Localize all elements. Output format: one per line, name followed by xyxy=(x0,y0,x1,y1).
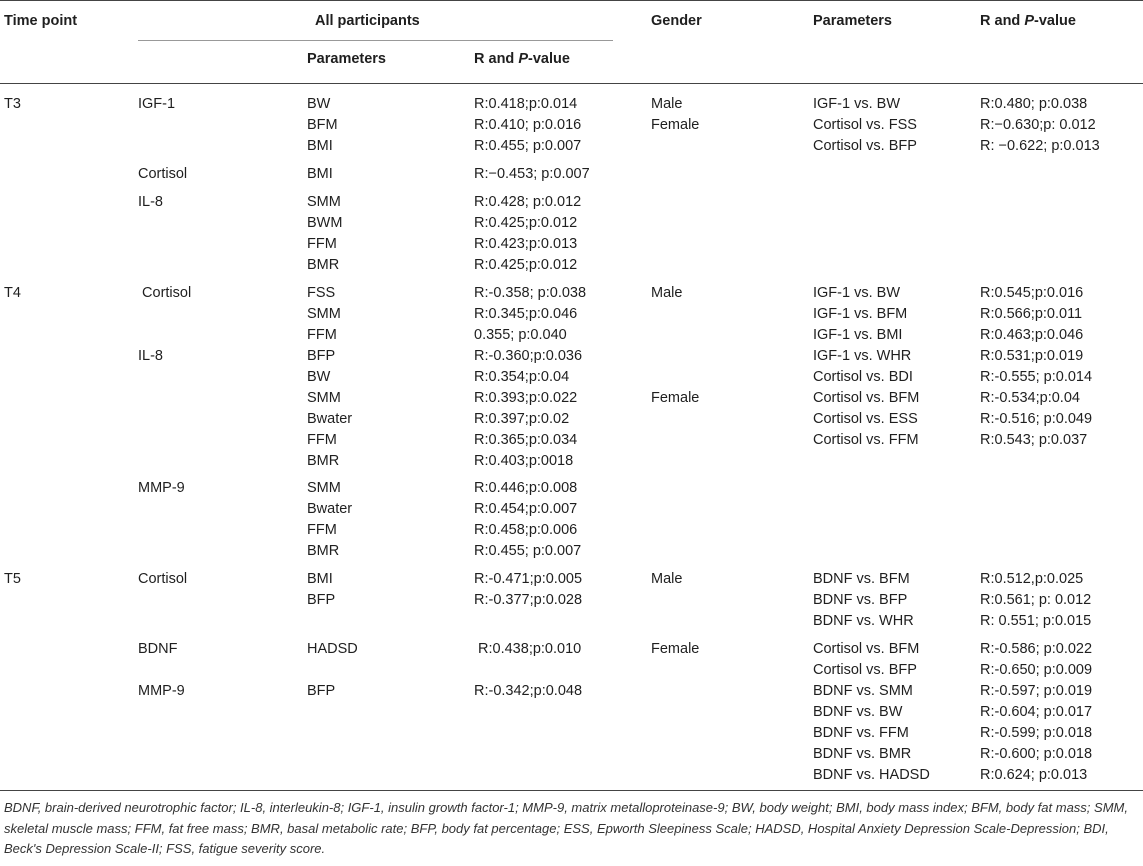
header-time-point: Time point xyxy=(4,13,78,29)
parameter-cell: BMI xyxy=(307,166,333,182)
parameter-cell: SMM xyxy=(307,194,341,210)
gender-parameter-cell: Cortisol vs. FFM xyxy=(813,432,919,448)
r-p-value-cell: R:0.446;p:0.008 xyxy=(474,480,578,496)
gender-r-p-value-cell: R:-0.597; p:0.019 xyxy=(980,683,1093,699)
gender-parameter-cell: BDNF vs. FFM xyxy=(813,725,909,741)
parameter-cell: BFP xyxy=(307,348,336,364)
top-rule xyxy=(0,0,1143,1)
all-participants-underline xyxy=(138,40,613,41)
gender-parameter-cell: IGF-1 vs. BMI xyxy=(813,327,903,343)
marker-label: Cortisol xyxy=(138,571,188,587)
parameter-cell: SMM xyxy=(307,306,341,322)
r-p-value-cell: R:0.425;p:0.012 xyxy=(474,257,578,273)
gender-parameter-cell: BDNF vs. BFM xyxy=(813,571,910,587)
r-p-value-cell: R:0.345;p:0.046 xyxy=(474,306,578,322)
r-p-value-cell: R:0.455; p:0.007 xyxy=(474,543,582,559)
r-p-value-cell: R:−0.453; p:0.007 xyxy=(474,166,590,182)
parameter-cell: SMM xyxy=(307,390,341,406)
r-p-value-cell: R:0.438;p:0.010 xyxy=(474,641,582,657)
gender-label: Male xyxy=(651,96,683,112)
r-p-value-cell: R:0.397;p:0.02 xyxy=(474,411,570,427)
marker-label: IL-8 xyxy=(138,348,163,364)
parameter-cell: BWM xyxy=(307,215,343,231)
gender-r-p-value-cell: R:0.512,p:0.025 xyxy=(980,571,1084,587)
gender-parameter-cell: IGF-1 vs. BW xyxy=(813,285,900,301)
gender-r-p-value-cell: R:-0.555; p:0.014 xyxy=(980,369,1093,385)
time-point-label: T5 xyxy=(4,571,21,587)
parameter-cell: BFP xyxy=(307,592,336,608)
parameter-cell: BMR xyxy=(307,453,340,469)
time-point-label: T4 xyxy=(4,285,21,301)
gender-r-p-value-cell: R:0.543; p:0.037 xyxy=(980,432,1088,448)
gender-parameter-cell: IGF-1 vs. BFM xyxy=(813,306,908,322)
parameter-cell: BFM xyxy=(307,117,338,133)
r-p-value-cell: R:-0.342;p:0.048 xyxy=(474,683,583,699)
r-p-value-cell: R:0.403;p:0018 xyxy=(474,453,574,469)
gender-parameter-cell: Cortisol vs. FSS xyxy=(813,117,917,133)
time-point-label: T3 xyxy=(4,96,21,112)
r-p-value-cell: R:-0.377;p:0.028 xyxy=(474,592,583,608)
r-p-value-cell: R:-0.358; p:0.038 xyxy=(474,285,587,301)
r-p-value-cell: R:-0.360;p:0.036 xyxy=(474,348,583,364)
parameter-cell: BMI xyxy=(307,571,333,587)
r-p-value-cell: R:0.428; p:0.012 xyxy=(474,194,582,210)
parameter-cell: FFM xyxy=(307,522,337,538)
marker-label: MMP-9 xyxy=(138,683,185,699)
gender-r-p-value-cell: R: 0.551; p:0.015 xyxy=(980,613,1092,629)
gender-r-p-value-cell: R:0.566;p:0.011 xyxy=(980,306,1083,322)
gender-parameter-cell: Cortisol vs. BFM xyxy=(813,390,920,406)
r-p-value-cell: R:0.393;p:0.022 xyxy=(474,390,578,406)
gender-r-p-value-cell: R:-0.600; p:0.018 xyxy=(980,746,1093,762)
r-p-value-cell: R:0.410; p:0.016 xyxy=(474,117,582,133)
gender-r-p-value-cell: R:0.531;p:0.019 xyxy=(980,348,1084,364)
gender-r-p-value-cell: R:-0.650; p:0.009 xyxy=(980,662,1093,678)
gender-r-p-value-cell: R:0.463;p:0.046 xyxy=(980,327,1084,343)
r-p-value-cell: 0.355; p:0.040 xyxy=(474,327,567,343)
r-p-value-cell: R:0.365;p:0.034 xyxy=(474,432,578,448)
header-r-p-value: R and P-value xyxy=(474,51,570,67)
gender-r-p-value-cell: R:−0.630;p: 0.012 xyxy=(980,117,1096,133)
header-r-p-value-right: R and P-value xyxy=(980,13,1076,29)
parameter-cell: Bwater xyxy=(307,501,353,517)
gender-parameter-cell: Cortisol vs. BFM xyxy=(813,641,920,657)
header-bottom-rule xyxy=(0,83,1143,84)
gender-label: Female xyxy=(651,641,700,657)
marker-label: IGF-1 xyxy=(138,96,176,112)
parameter-cell: BW xyxy=(307,369,331,385)
marker-label: IL-8 xyxy=(138,194,163,210)
parameter-cell: FFM xyxy=(307,432,337,448)
gender-r-p-value-cell: R:-0.599; p:0.018 xyxy=(980,725,1093,741)
gender-parameter-cell: BDNF vs. BW xyxy=(813,704,903,720)
marker-label: Cortisol xyxy=(138,285,192,301)
header-all-participants: All participants xyxy=(315,13,420,29)
parameter-cell: BMR xyxy=(307,257,340,273)
parameter-cell: FFM xyxy=(307,327,337,343)
header-parameters: Parameters xyxy=(307,51,386,67)
gender-r-p-value-cell: R:-0.586; p:0.022 xyxy=(980,641,1093,657)
parameter-cell: BW xyxy=(307,96,331,112)
marker-label: MMP-9 xyxy=(138,480,185,496)
gender-parameter-cell: Cortisol vs. BDI xyxy=(813,369,913,385)
gender-parameter-cell: BDNF vs. SMM xyxy=(813,683,913,699)
gender-r-p-value-cell: R:0.545;p:0.016 xyxy=(980,285,1084,301)
parameter-cell: HADSD xyxy=(307,641,358,657)
r-p-value-cell: R:-0.471;p:0.005 xyxy=(474,571,583,587)
gender-r-p-value-cell: R:-0.534;p:0.04 xyxy=(980,390,1080,406)
gender-label: Male xyxy=(651,571,683,587)
gender-r-p-value-cell: R:0.480; p:0.038 xyxy=(980,96,1088,112)
gender-r-p-value-cell: R: −0.622; p:0.013 xyxy=(980,138,1100,154)
r-p-value-cell: R:0.455; p:0.007 xyxy=(474,138,582,154)
parameter-cell: FFM xyxy=(307,236,337,252)
gender-parameter-cell: BDNF vs. WHR xyxy=(813,613,914,629)
gender-r-p-value-cell: R:-0.516; p:0.049 xyxy=(980,411,1093,427)
header-gender: Gender xyxy=(651,13,702,29)
marker-label: Cortisol xyxy=(138,166,188,182)
gender-parameter-cell: IGF-1 vs. WHR xyxy=(813,348,912,364)
bottom-rule xyxy=(0,790,1143,791)
gender-parameter-cell: BDNF vs. HADSD xyxy=(813,767,930,783)
parameter-cell: Bwater xyxy=(307,411,353,427)
r-p-value-cell: R:0.418;p:0.014 xyxy=(474,96,578,112)
parameter-cell: BMI xyxy=(307,138,333,154)
parameter-cell: BMR xyxy=(307,543,340,559)
r-p-value-cell: R:0.454;p:0.007 xyxy=(474,501,578,517)
gender-parameter-cell: IGF-1 vs. BW xyxy=(813,96,900,112)
header-parameters-right: Parameters xyxy=(813,13,892,29)
r-p-value-cell: R:0.423;p:0.013 xyxy=(474,236,578,252)
footnote: BDNF, brain-derived neurotrophic factor; IL-8, interleukin-8; IGF-1, insulin growth factor-1; MMP-9, matrix metalloproteinase-9; BW, body weight; BMI, body mass index; BFM, body fat mass; SMM, skeletal muscle mass; FFM, fat free mass; BMR, basal metabolic rate; BFP, body fat percentage; ESS, Epworth Sleepiness Scale; HADSD, Hospital Anxiety Depression Scale-Depression; BDI, Beck's Depression Scale-II; FSS, fatigue severity score. xyxy=(4,800,1128,856)
gender-r-p-value-cell: R:0.561; p: 0.012 xyxy=(980,592,1092,608)
r-p-value-cell: R:0.425;p:0.012 xyxy=(474,215,578,231)
parameter-cell: FSS xyxy=(307,285,336,301)
gender-label: Female xyxy=(651,390,700,406)
gender-label: Female xyxy=(651,117,700,133)
gender-r-p-value-cell: R:0.624; p:0.013 xyxy=(980,767,1088,783)
gender-label: Male xyxy=(651,285,683,301)
parameter-cell: SMM xyxy=(307,480,341,496)
gender-r-p-value-cell: R:-0.604; p:0.017 xyxy=(980,704,1093,720)
r-p-value-cell: R:0.458;p:0.006 xyxy=(474,522,578,538)
gender-parameter-cell: BDNF vs. BMR xyxy=(813,746,912,762)
gender-parameter-cell: Cortisol vs. BFP xyxy=(813,138,917,154)
gender-parameter-cell: Cortisol vs. ESS xyxy=(813,411,918,427)
gender-parameter-cell: BDNF vs. BFP xyxy=(813,592,908,608)
gender-parameter-cell: Cortisol vs. BFP xyxy=(813,662,917,678)
marker-label: BDNF xyxy=(138,641,178,657)
parameter-cell: BFP xyxy=(307,683,336,699)
r-p-value-cell: R:0.354;p:0.04 xyxy=(474,369,570,385)
